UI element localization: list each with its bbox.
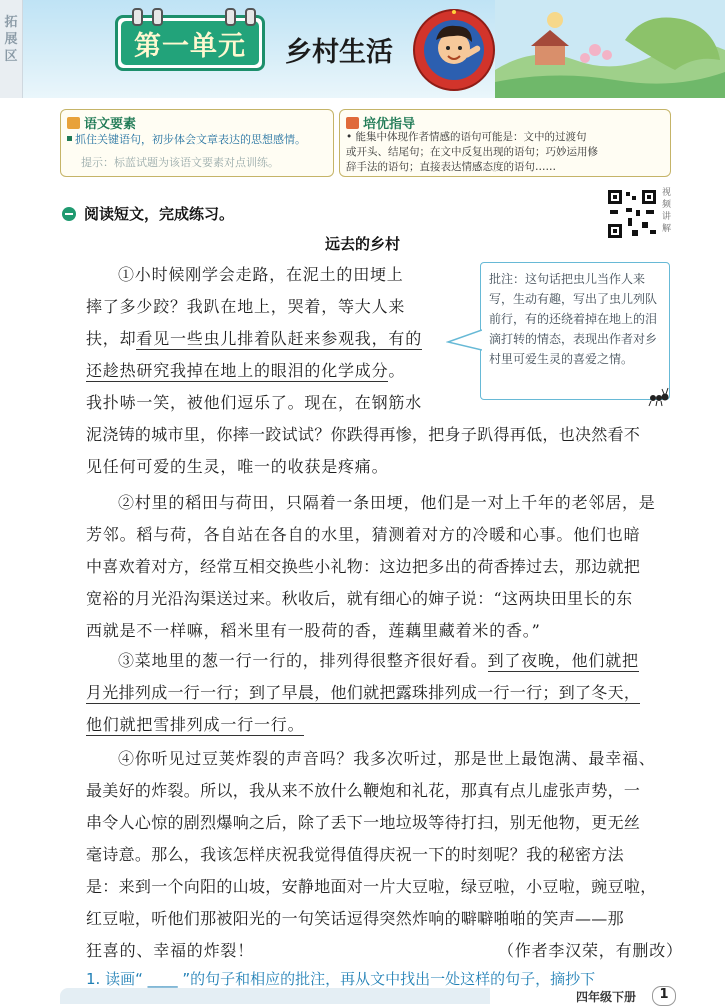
underlined-sentence: 还趁热研究我掉在地上的眼泪的化学成分 [86, 361, 389, 380]
book-icon [67, 117, 80, 129]
binder-ring [225, 8, 236, 26]
text-line: 毫诗意。那么，我该怎样庆祝我觉得值得庆祝一下的时刻呢？我的秘密方法 [86, 845, 624, 864]
side-tab-label: 拓展区 [4, 15, 18, 64]
pencil-icon [346, 117, 359, 129]
village-scene-illustration [495, 0, 725, 98]
section-title: 阅读短文，完成练习。 [62, 203, 234, 224]
page-number: 1 [652, 986, 676, 1006]
question-1: 1. 读画“ ____ ”的句子和相应的批注，再从文中找出一处这样的句子，摘抄下 [86, 970, 596, 988]
text-line: 最美好的炸裂。所以，我从来不放什么鞭炮和礼花，那真有点儿虚张声势，一 [86, 781, 641, 800]
grade-label: 四年级下册 [576, 990, 637, 1004]
text-line [86, 712, 304, 735]
annotation-text: 批注：这句话把虫儿当作人来写，生动有趣，写出了虫儿列队前行，有的还绕着掉在地上的泪滴打转的情态，表现出作者对乡村里可爱生灵的喜爱之情。 [489, 272, 658, 366]
underlined-sentence: 月光排列成一行一行；到了早晨，他们就把露珠排列成一行一行；到了冬天， [86, 683, 641, 702]
text-line: 摔了多少跤？我趴在地上，哭着，等大人来 [86, 297, 406, 316]
text-line: 西就是不一样嘛，稻米里有一股荷的香，莲藕里藏着米的香。” [86, 621, 541, 640]
page-header [0, 0, 725, 98]
text-line: 芳邻。稻与荷，各自站在各自的水里，猜测着对方的冷暖和心事。他们也暗 [86, 525, 641, 544]
guidance-heading: 培优指导 [346, 113, 415, 132]
side-tab [0, 0, 23, 98]
unit-label: 第一单元 [134, 30, 246, 62]
text-line: 是：来到一个向阳的山坡，安静地面对一片大豆啦，绿豆啦，小豆啦，豌豆啦， [86, 877, 657, 896]
section-number-icon [62, 207, 76, 221]
text-line: ②村里的稻田与荷田，只隔着一条田埂，他们是一对上千年的老邻居，是 [118, 493, 656, 512]
guidance-text: • 能集中体现作者情感的语句可能是：文中的过渡句 或开头、结尾句；在文中反复出现的语句；巧妙运用修 辞手法的语句；直接表达情感态度的语句…… [346, 131, 598, 173]
story-title: 远去的乡村 [324, 235, 400, 253]
footer-band [60, 988, 490, 1004]
text-line: 串令人心惊的剧烈爆响之后，除了丢下一地垃圾等待打扫，别无他物，更无丝 [86, 813, 641, 832]
text-line: ④你听见过豆荚炸裂的声音吗？我多次听过，那是世上最饱满、最幸福、 [118, 749, 656, 768]
binder-ring [152, 8, 163, 26]
annotation-pointer [446, 326, 482, 356]
text-line: 狂喜的、幸福的炸裂！ [86, 941, 255, 960]
text-line: ①小时候刚学会走路，在泥土的田埂上 [118, 265, 404, 284]
text-line: 扶，却看见一些虫儿排着队赶来参观我，有的 [86, 329, 423, 348]
text-line: 见任何可爱的生灵，唯一的收获是疼痛。 [86, 457, 389, 476]
text-line: 红豆啦，听他们那被阳光的一句笑话逗得突然炸响的噼噼啪啪的笑声——那 [86, 909, 624, 928]
video-label: 视频讲解 [662, 188, 672, 234]
text-line: ③菜地里的葱一行一行的，排列得很整齐很好看。到了夜晚，他们就把 [118, 651, 639, 670]
key-element-heading: 语文要素 [67, 113, 136, 132]
unit-title: 乡村生活 [285, 37, 393, 68]
underlined-sentence: 到了夜晚，他们就把 [487, 651, 639, 670]
text-line: 还趁热研究我掉在地上的眼泪的化学成分。 [86, 361, 406, 380]
text-line: 宽裕的月光沿沟渠送过来。秋收后，就有细心的婶子说：“这两块田里长的东 [86, 589, 633, 608]
key-element-hint: 提示：标蓝试题为该语文要素对点训练。 [81, 156, 279, 169]
ant-icon [647, 386, 671, 408]
text-line: 泥浇铸的城市里，你摔一跤试试？你跌得再惨，把身子趴得再低，也决然看不 [86, 425, 641, 444]
binder-ring [245, 8, 256, 26]
text-line: 我扑哧一笑，被他们逗乐了。现在，在钢筋水 [86, 393, 423, 412]
annotation-box [480, 262, 670, 400]
key-element-line: 抓住关键语句，初步体会文章表达的思想感情。 [67, 131, 306, 147]
text-line [86, 680, 640, 703]
underlined-sentence: 看见一些虫儿排着队赶来参观我，有的 [136, 329, 423, 348]
binder-ring [132, 8, 143, 26]
author-credit: （作者李汉荣，有删改） [498, 941, 683, 960]
mascot-logo [410, 6, 498, 94]
page-footer [0, 988, 725, 1004]
key-element-box [60, 109, 334, 177]
underlined-sentence: 他们就把雪排列成一行一行。 [86, 715, 305, 734]
guidance-box [339, 109, 671, 177]
text-line: 中喜欢着对方，经常互相交换些小礼物：这边把多出的荷香捧过去，那边就把 [86, 557, 641, 576]
